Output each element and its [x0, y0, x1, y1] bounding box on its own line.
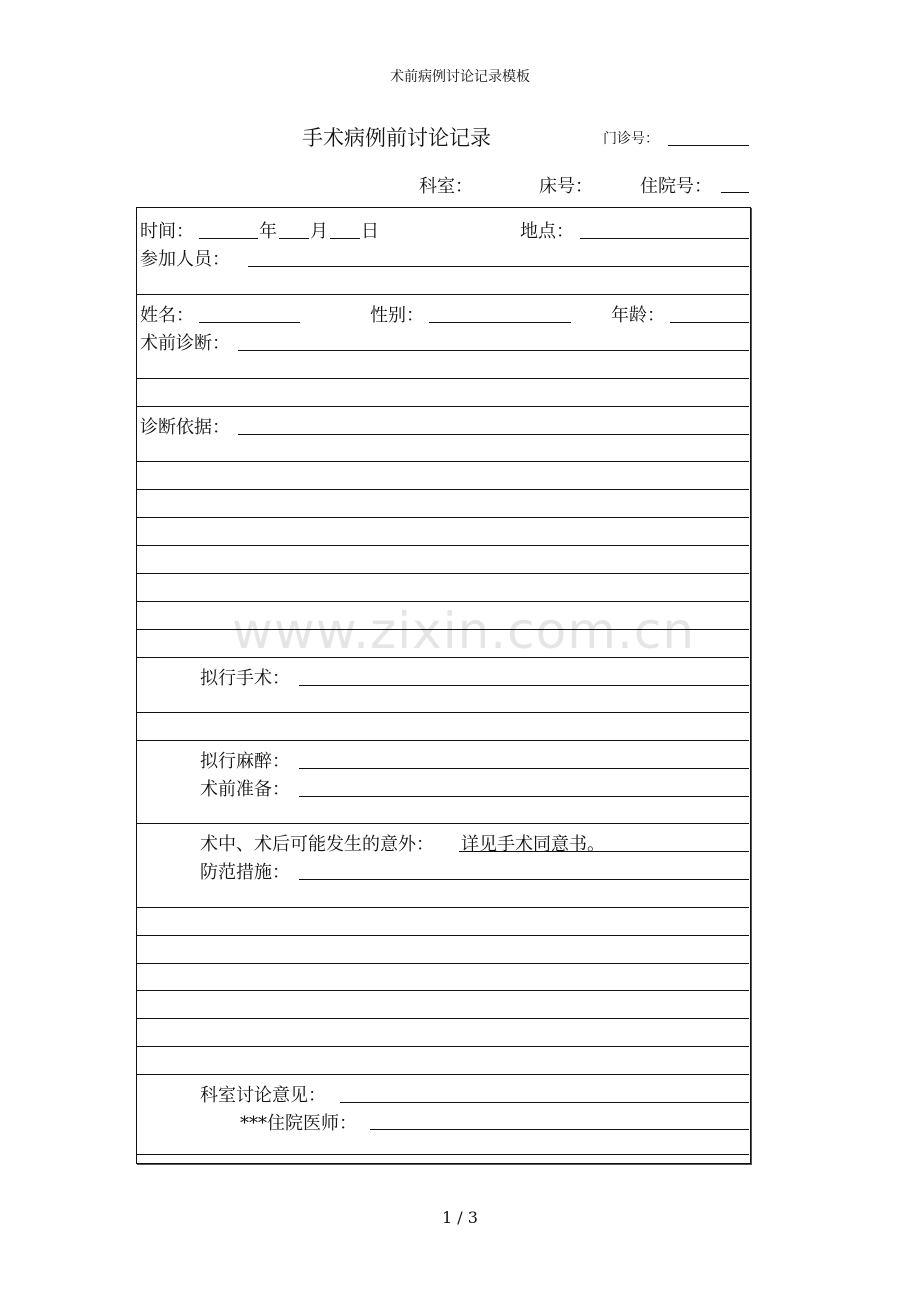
precautions-line-2[interactable]: [137, 907, 749, 908]
preop-diagnosis-line-3[interactable]: [137, 406, 749, 407]
preop-diagnosis-label: 术前诊断：: [140, 333, 230, 354]
planned-anesthesia-label: 拟行麻醉：: [200, 751, 290, 772]
year-field[interactable]: [199, 238, 258, 239]
risks-field[interactable]: [459, 851, 749, 852]
preop-diagnosis-line-2[interactable]: [137, 378, 749, 379]
page-title: 手术病例前讨论记录: [302, 126, 491, 150]
dept-opinion-field[interactable]: [340, 1102, 749, 1103]
diagnosis-basis-label: 诊断依据：: [140, 417, 230, 438]
day-field[interactable]: [330, 238, 360, 239]
page-number: 1 / 3: [442, 1208, 478, 1227]
name-field[interactable]: [199, 322, 300, 323]
place-label: 地点：: [520, 221, 574, 242]
diagnosis-basis-line-5[interactable]: [137, 545, 749, 546]
precautions-line-6[interactable]: [137, 1018, 749, 1019]
sex-field[interactable]: [429, 322, 571, 323]
place-field[interactable]: [580, 238, 749, 239]
diagnosis-basis-line-6[interactable]: [137, 573, 749, 574]
precautions-line-3[interactable]: [137, 935, 749, 936]
precautions-line-4[interactable]: [137, 963, 749, 964]
document-header: 术前病例讨论记录模板: [390, 69, 530, 85]
planned-surgery-line-3[interactable]: [137, 740, 749, 741]
outpatient-field[interactable]: [668, 145, 749, 146]
dept-label: 科室：: [419, 176, 473, 197]
preop-prep-field[interactable]: [299, 796, 749, 797]
age-field[interactable]: [670, 322, 749, 323]
dept-opinion-label: 科室讨论意见：: [200, 1085, 326, 1106]
month-field[interactable]: [279, 238, 309, 239]
planned-surgery-line-2[interactable]: [137, 712, 749, 713]
precautions-label: 防范措施：: [200, 862, 290, 883]
participants-field[interactable]: [248, 266, 749, 267]
diagnosis-basis-line-3[interactable]: [137, 489, 749, 490]
diagnosis-basis-line-4[interactable]: [137, 517, 749, 518]
inpatient-label: 住院号：: [640, 176, 712, 197]
precautions-field[interactable]: [299, 879, 749, 880]
precautions-line-5[interactable]: [137, 990, 749, 991]
participants-label: 参加人员：: [140, 249, 230, 270]
day-label: 日: [361, 221, 379, 242]
resident-label: ***住院医师：: [240, 1113, 357, 1134]
preop-prep-line-2[interactable]: [137, 823, 749, 824]
precautions-line-8[interactable]: [137, 1074, 749, 1075]
preop-prep-label: 术前准备：: [200, 779, 290, 800]
diagnosis-basis-line-2[interactable]: [137, 461, 749, 462]
age-label: 年龄：: [611, 305, 665, 326]
inpatient-field[interactable]: [721, 192, 749, 193]
diagnosis-basis-field[interactable]: [238, 434, 749, 435]
resident-signature-field[interactable]: [370, 1129, 749, 1130]
planned-surgery-label: 拟行手术：: [200, 668, 290, 689]
month-label: 月: [310, 221, 328, 242]
bed-label: 床号：: [539, 176, 593, 197]
participants-field-line-2[interactable]: [137, 294, 749, 295]
preop-diagnosis-field[interactable]: [238, 350, 749, 351]
outpatient-label: 门诊号：: [603, 131, 659, 147]
bottom-rule: [137, 1154, 749, 1155]
planned-anesthesia-field[interactable]: [299, 768, 749, 769]
watermark: www.zixin.com.cn: [232, 602, 696, 660]
year-label: 年: [259, 221, 277, 242]
planned-surgery-field[interactable]: [299, 685, 749, 686]
risks-value: 详见手术同意书。: [461, 834, 605, 855]
risks-label: 术中、术后可能发生的意外：: [200, 834, 434, 855]
precautions-line-7[interactable]: [137, 1046, 749, 1047]
name-label: 姓名：: [140, 305, 194, 326]
sex-label: 性别：: [370, 305, 424, 326]
time-label: 时间：: [140, 221, 194, 242]
